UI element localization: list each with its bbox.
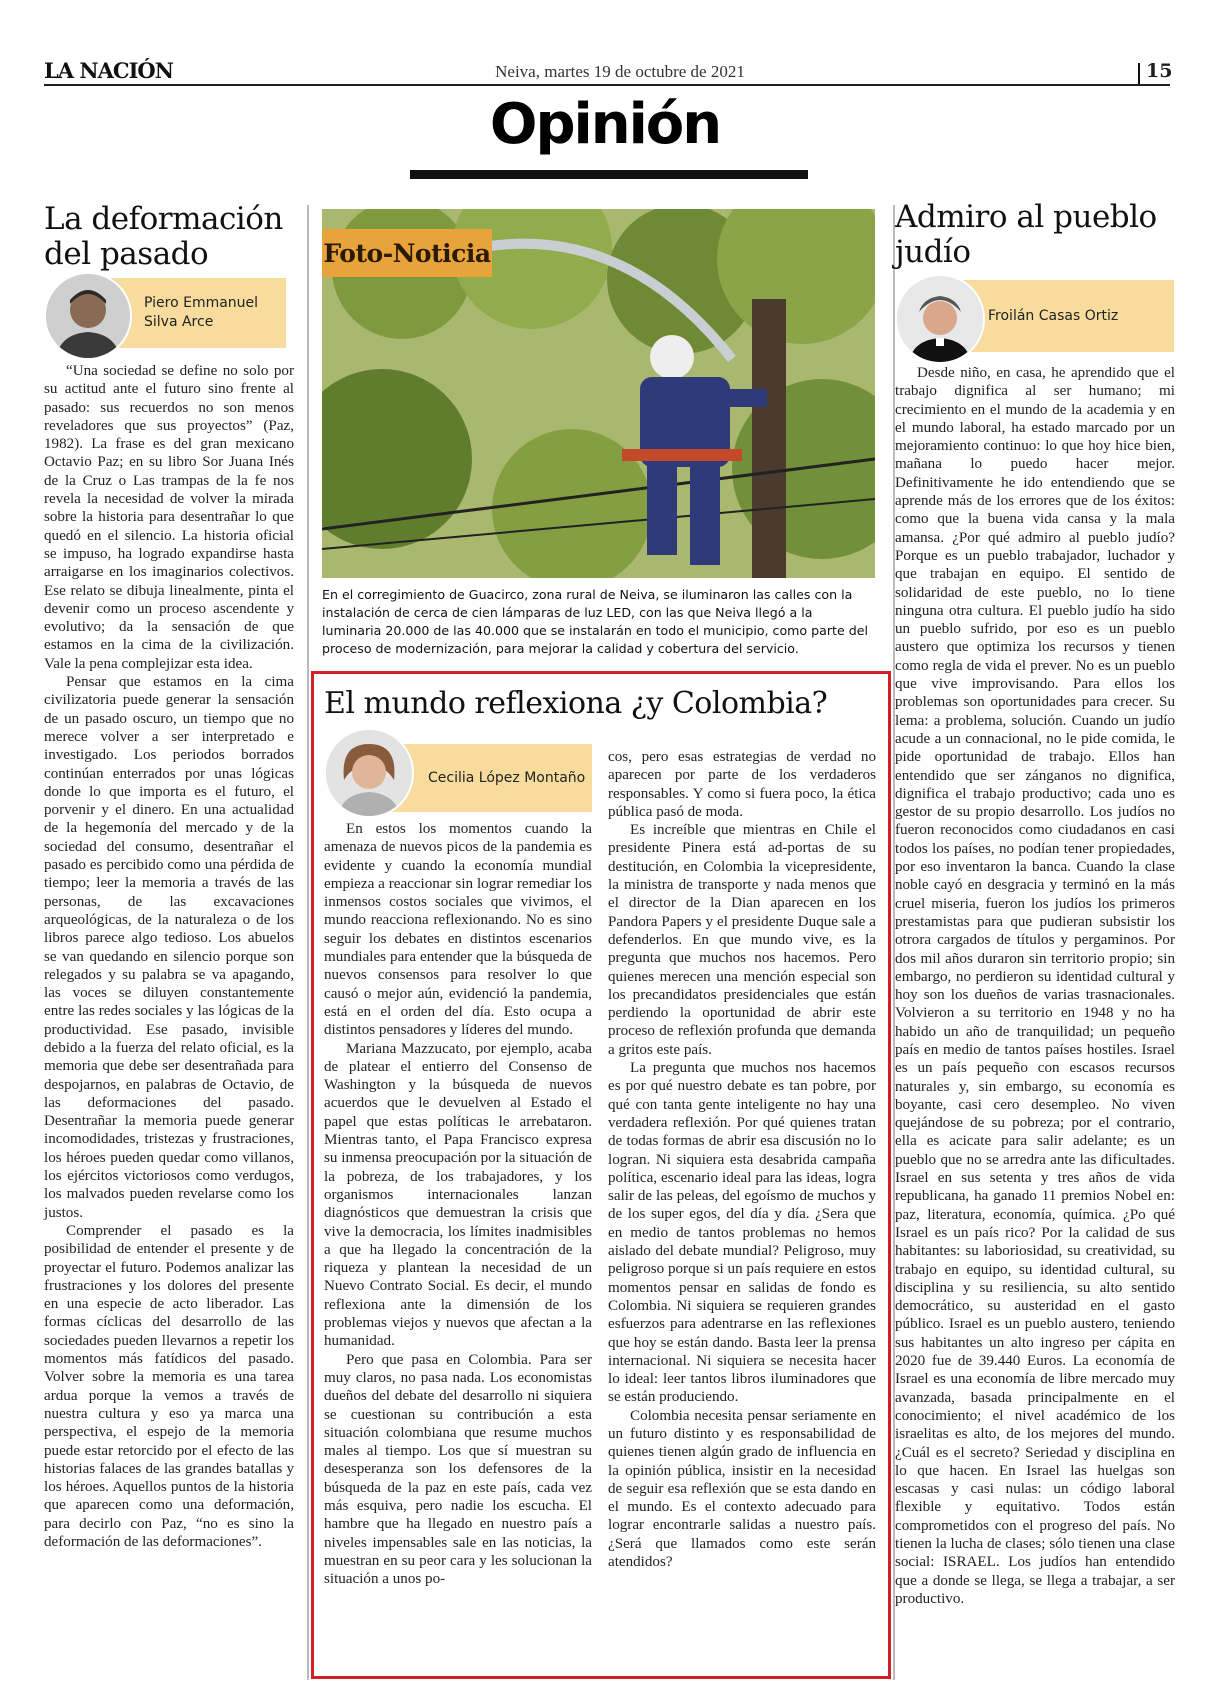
paragraph: Colombia necesita pensar seriamente en un futuro distinto y es responsabilidad de quienes tienen algún grado de influencia en la opinión pública, insistir en la necesidad de seguir esa reflexión que se esta dando en el mundo. Es el contexto adecuado para lograr encontrarle salidas a nuestro país. ¿Será que llamados como este serán atendidos? (608, 1407, 876, 1571)
author-portrait-icon (46, 274, 130, 358)
left-article-body (44, 362, 294, 1551)
left-author-avatar (44, 272, 132, 360)
paragraph: Pero que pasa en Colombia. Para ser muy claros, no pasa nada. Los economistas dueños del debate del desarrollo ni siquiera se cuestionan su contribución a esta situación colombiana que resume muchos males al tiempo. Los que sí muestran su desesperanza son los defensores de la búsqueda de la paz en este país, cada vez más esquiva, pero nadie los escucha. El hambre que ha llegado en nuestro país a niveles impensables sale en las noticias, la muestran en su peor cara y les solucionan la situación a unos po- (324, 1351, 592, 1588)
left-author-name: Piero Emmanuel Silva Arce (144, 295, 259, 330)
center-article-title: El mundo reflexiona ¿y Colombia? (324, 686, 828, 721)
right-author-avatar (895, 274, 985, 364)
page-number: 15 (1146, 60, 1173, 82)
center-author-avatar (324, 728, 414, 818)
column-divider-left (307, 205, 309, 1680)
center-article-body-col1 (324, 820, 592, 1588)
left-column-title: La deformación del pasado (44, 201, 283, 272)
section-title: Opinión (489, 92, 721, 157)
right-author-name: Froilán Casas Ortiz (988, 307, 1119, 324)
author-portrait-icon (897, 276, 983, 362)
photo-caption: En el corregimiento de Guacirco, zona rural de Neiva, se iluminaron las calles con la instalación de cerca de cien lámparas de luz LED, con las que Neiva llegó a la luminaria 20.000 de las 40.000 que se instalarán en todo el municipio, como parte del proceso de modernización, para mejorar la calidad y cobertura del servicio. (322, 587, 868, 656)
section-title-underline (410, 170, 808, 179)
paragraph: Mariana Mazzucato, por ejemplo, acaba de platear el entierro del Consenso de Washington y la búsqueda de nuevos acuerdos que le devuelven al Estado el papel que estas políticas le arrebataron. Mientras tanto, el Papa Francisco expresa su inmensa preocupación por la situación de la pobreza, de los trabajadores, y los organismos internacionales lanzan diagnósticos que demuestran la crisis que vive la democracia, los límites inadmisibles a que ha llegado la concentración de la riqueza y plantean la necesidad de un Nuevo Contrato Social. Es decir, el mundo reflexiona ante la dimensión de los problemas viejos y nuevos que afectan a la humanidad. (324, 1040, 592, 1350)
paragraph: Pensar que estamos en la cima civilizatoria puede generar la sensación de un pasado oscuro, un tiempo que no merece volver a ser interpretado e investigado. Los periodos borrados continúan enterrados por unas lógicas donde lo que importa es el futuro, el porvenir y el dinero. En una actualidad de la hegemonía del mercado y de la sociedad del consumo, desentrañar el pasado es percibido como una pérdida de tiempo; leer la memoria a través de las personas, de las excavaciones arqueológicas, de la naturaleza o de los libros parece algo tedioso. Los abuelos se van quedando en silencio porque son relegados y su palabra se va apagando, las voces se diluyen constantemente entre las redes sociales y las lógicas de la productividad. Ese pasado, invisible debido a la fuerza del relato oficial, es la memoria que debe ser desentrañada para despojarnos, en palabras de Octavio, de las deformaciones del pasado. Desentrañar la memoria puede generar incomodidades, tristezas y frustraciones, los héroes pueden quedar como villanos, los ejércitos victoriosos como verdugos, los malvados pueden revelarse como los justos. (44, 674, 294, 1221)
issue-date: Neiva, martes 19 de octubre de 2021 (495, 62, 745, 81)
header-rule (44, 84, 1170, 86)
right-column-title: Admiro al pueblo judío (895, 199, 1157, 270)
paragraph: La pregunta que muchos nos hacemos es por qué nuestro debate es tan pobre, por qué con tanta gente inteligente no hay una verdadera reflexión. Por qué quienes tratan de todas formas de abrir esa discusión no lo logran. Ni siquiera esta desabrida campaña política, escenario ideal para las ideas, logra salir de las peleas, del egoísmo de muchos y de los super egos, del día y día. ¿Sera que en medio de tantos problemas no hemos aislado del debate mundial? Peligroso, muy peligroso porque si un país requiere en estos momentos pensar en salidas de fondo es Colombia. Ni siquiera se requieren grandes esfuerzos para adentrarse en las reflexiones que hoy se están dando. Basta leer la prensa internacional. Ni siquiera se necesita hacer lo ideal: leer tantos libros iluminadores que se están produciendo. (608, 1060, 876, 1406)
paragraph: Es increíble que mientras en Chile el presidente Pinera está ad-portas de su destitución, en Colombia la vicepresidente, la ministra de transporte y nada menos que el director de la Dian aparecen en los Pandora Papers y el presidente Duque sale a defenderlos. En que mundo vive, es la pregunta que muchos nos hacemos. Pero quienes merecen una mención especial son los precandidatos presidenciales que están perdiendo la oportunidad de abrir este proceso de reflexión profunda que demanda a gritos este país. (608, 822, 876, 1058)
paragraph: Comprender el pasado es la posibilidad de entender el presente y de proyectar el futuro. Podemos analizar las frustraciones y los dolores del presente en una especie de acto liberador. Las formas cíclicas del desarrollo de las sociedades pueden llevarnos a repetir los momentos más fatídicos del pasado. Volver sobre la memoria es una tarea ardua porque la vemos a través de nuestra cultura y eso ya marca una perspectiva, el espejo de la memoria puede estar retorcido por el efecto de las historias falaces de las grandes batallas y los héroes. Aquellos puntos de la historia que aparecen como una deformación, para decirlo con Paz, “no es sino la deformación de las deformaciones”. (44, 1222, 294, 1550)
newspaper-logo: LA NACIÓN (44, 58, 173, 83)
page-number-divider (1138, 63, 1140, 85)
center-author-name: Cecilia López Montaño (428, 769, 586, 786)
paragraph: cos, pero esas estrategias de verdad no aparecen por parte de los verdaderos responsables. Y como si fuera poco, la ética pública pasó de moda. (608, 749, 876, 820)
center-article-body-col2 (608, 748, 876, 1571)
paragraph: “Una sociedad se define no solo por su actitud ante el futuro sino frente al pasado: sus recuerdos no son menos reveladores que sus proyectos” (Paz, 1982). La frase es del gran mexicano Octavio Paz; en su libro Sor Juana Inés de la Cruz o Las trampas de la fe nos revela la necesidad de volver la mirada sobre la historia para desentrañar lo que quedó en el silencio. La historia oficial se impuso, ha logrado expandirse hasta arraigarse en los imaginarios colectivos. Ese relato se dibuja linealmente, pinta el devenir como un proceso ascendente y evolutivo; da la sensación de que estamos en la cima de la civilización. Vale la pena complejizar esta idea. (44, 363, 294, 672)
foto-noticia-tag: Foto-Noticia (322, 229, 492, 277)
paragraph: Desde niño, en casa, he aprendido que el trabajo dignifica al ser humano; mi crecimiento en el mundo de la academia y en el mundo laboral, ha estado marcado por un mejoramiento continuo: lo que hoy hice bien, mañana lo puedo hacer mejor. Definitivamente he ido entendiendo que se aprende más de los errores que de los éxitos: como que la buena vida cansa y la mala amansa. ¿Por qué admiro al pueblo judío? Porque es un pueblo trabajador, luchador y que trabajan en equipo. El sentido de solidaridad de este pueblo, no lo tiene ninguna otra cultura. El pueblo judío ha sido un pueblo sufrido, por eso es un pueblo austero que optimiza los recursos y tienen como regla de vida el prever. No es un pueblo que vive improvisando. Para ellos los problemas son oportunidades para crecer. Su lema: a problema, solución. Cuando un judío acude a un connacional, no le pide comida, le pide oportunidad de trabajo. Ellos han entendido que ser zánganos no dignifica, dignifica el trabajo productivo; cada uno es gestor de su propio desarrollo. Los judíos no fueron reconocidos como ciudadanos en casi todos los países, no podían tener propiedades, por eso inventaron la banca. Cuando la clase noble cayó en desgracia y terminó en la más cruel miseria, fueron los judíos los primeros prestamistas para que pudieran subsistir los otrora cargados de títulos y pergaminos. Por dos mil años duraron sin territorio propio; sin embargo, no perdieron su identidad cultural y hoy son los dueños de varias trasnacionales. Volvieron a su territorio en 1948 y no ha habido un año de tranquilidad; un pequeño país en medio de tantos países hostiles. Israel es un país pequeño con escasos recursos naturales y, sin embargo, su economía es boyante, casi cero desempleo. No viven quejándose de su pobreza; por el contrario, ella es acicate para salir adelante; es un pueblo que no se arredra ante las dificultades. Israel en sus setenta y tres años de vida republicana, ha ganado 11 premios Nobel en: paz, literatura, economía, química. ¿Po qué Israel es un país rico? Por la calidad de sus habitantes: su laboriosidad, su creatividad, su trabajo en equipo, su identidad cultural, su disciplina y su resiliencia, su alto sentido democrático, su austeridad en el gasto público. Israel es un pueblo austero, teniendo sus habitantes un alto ingreso per cápita en 2020 fue de 39.440 Euros. La economía de Israel es una economía de libre mercado muy avanzada, basada principalmente en el conocimiento; el nivel académico de los israelitas es alto, de los mejores del mundo. ¿Cuál es el secreto? Seriedad y disciplina en lo que hacen. En Israel las huelgas son escasas y casi nulas: un código laboral flexible y equitativo. Todos están comprometidos con el progreso del país. No tienen la lucha de clases; sólo tienen una clase social: ISRAEL. Los judíos han entendido que a donde se llega, se llega a trabajar, a ser productivo. (895, 365, 1175, 1607)
author-portrait-icon (326, 730, 412, 816)
paragraph: En estos los momentos cuando la amenaza de nuevos picos de la pandemia es evidente y cuando la economía mundial empieza a reaccionar sin lograr remediar los inmensos costos sociales que vivimos, el mundo reacciona reflexionando. No es sino seguir los debates en distintos escenarios mundiales para entender que la búsqueda de nuevos consensos para resolver lo que causó o mejor aún, evidenció la pandemia, está en el orden del día. Esto ocupa a distintos pensadores y líderes del mundo. (324, 821, 592, 1039)
right-article-body (895, 364, 1175, 1608)
